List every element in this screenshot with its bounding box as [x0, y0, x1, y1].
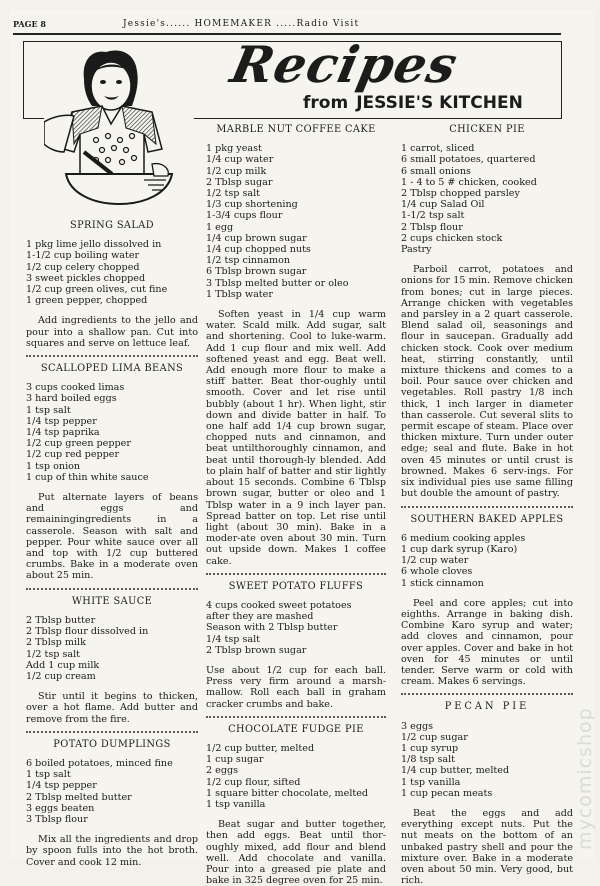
ingredient: 3 hard boiled eggs [26, 393, 117, 405]
ingredient: 3 eggs beaten [26, 802, 95, 814]
ingredient: Pastry [401, 244, 432, 256]
recipe-directions: Soften yeast in 1/4 cup warm water. Scald milk. Add sugar, salt and shortening. Cool to luke-warm. Add 1 cup flour and mix well. Add softened yeast and egg. Beat well. Add enough more flour to make a stiff batter. Beat thor-oughly until smooth. Cover and let rise until bubbly (about 1 hr). When light, stir down and divide batter in half. To one half add 1/4 cup brown sugar, chopped nuts and cinnamon, and beat untilthoroughly cinnamon, and beat until thorough-ly blended. Add to plain half of batter and stir lightly about 15 seconds. Combine 6 Tblsp brown sugar, butter or oleo and 1 Tblsp water in a 9 inch layer pan. Spread batter on top. Let rise until light (about 30 min). Bake in a moder-ate oven about 30 min. Turn out upside down. Makes 1 coffee cake. [206, 309, 386, 567]
ingredient: 2 Tblsp flour dissolved in [26, 626, 149, 638]
ingredient: 3 eggs [401, 720, 434, 732]
ingredient: 1 cup dark syrup (Karo) [401, 543, 518, 555]
ingredient-list [26, 758, 198, 825]
ingredient: 2 Tblsp melted butter [26, 791, 132, 803]
watermark-text: mycomicshop [574, 707, 596, 850]
recipe-title: CHICKEN PIE [449, 124, 525, 135]
ingredient: after they are mashed [206, 611, 314, 623]
recipe-column-right [401, 124, 573, 886]
ingredient: 1/4 cup brown sugar [206, 232, 307, 244]
ingredient: 1 cup sugar [206, 754, 264, 766]
ingredient: 1/2 tsp salt [206, 188, 261, 200]
ingredient-list [206, 600, 386, 656]
ingredient: 1-1/2 cup boiling water [26, 250, 140, 262]
recipe-title: CHOCOLATE FUDGE PIE [228, 723, 364, 735]
recipe-title: MARBLE NUT COFFEE CAKE [216, 124, 376, 135]
ingredient: 3 sweet pickles chopped [26, 272, 146, 284]
ingredient: 1/4 cup water [206, 154, 274, 166]
page-number: PAGE 8 [13, 19, 46, 29]
ingredient: 3 Tblsp melted butter or oleo [206, 277, 349, 289]
ingredient-list [206, 743, 386, 810]
ingredient: 6 Tblsp brown sugar [206, 266, 307, 278]
woman-mixing-bowl-illustration [44, 44, 194, 207]
ingredient-list [26, 615, 198, 682]
ingredient: 6 small onions [401, 165, 471, 177]
ingredient: 2 Tblsp chopped parsley [401, 188, 520, 200]
ingredient: 1/2 tsp cinnamon [206, 255, 291, 267]
ingredient: 1/2 tsp salt [26, 648, 81, 660]
ingredient-list [26, 382, 198, 483]
ingredient-list [401, 143, 573, 255]
ingredient: 1/2 cup butter, melted [206, 742, 315, 754]
ingredient: 1/4 tsp paprika [26, 427, 100, 439]
recipe-directions: Add ingredients to the jello and pour into a shallow pan. Cut into squares and serve on lettuce leaf. [26, 315, 198, 349]
ingredient: 2 Tblsp milk [26, 637, 86, 649]
ingredient: 1/2 cup flour, sifted [206, 776, 301, 788]
ingredient: 2 Tblsp flour [401, 221, 463, 233]
recipe-directions: Beat sugar and butter together, then add eggs. Beat until thor-oughly mixed, add flour and blend well. Add chocolate and vanilla. Pour into a greased pie plate and bake in 325 degree oven for 25 min. [206, 819, 386, 886]
ingredient: 1 stick cinnamon [401, 577, 484, 589]
recipe-title: POTATO DUMPLINGS [53, 738, 171, 750]
ingredient: 1/4 tsp pepper [26, 415, 97, 427]
ingredient: 1/4 tsp pepper [26, 780, 97, 792]
ingredient: 1/2 cup sugar [401, 731, 468, 743]
ingredient: 1/2 cup cream [26, 670, 96, 682]
recipe-title: PECAN PIE [444, 701, 530, 713]
ingredient: 2 eggs [206, 765, 239, 777]
ingredient: 1 Tblsp water [206, 288, 273, 300]
ingredient: 2 Tblsp butter [26, 614, 96, 626]
ingredient: 1/4 cup Salad Oil [401, 199, 485, 211]
ingredient: 1 carrot, sliced [401, 143, 475, 155]
ingredient: 3 cups cooked limas [26, 382, 125, 394]
dotted-divider [401, 506, 573, 508]
ingredient-list [26, 239, 198, 306]
recipe-title: WHITE SAUCE [71, 595, 153, 607]
from-word: from [303, 93, 349, 113]
recipe-title: SWEET POTATO FLUFFS [228, 580, 364, 592]
ingredient: 1 tsp vanilla [206, 798, 266, 810]
running-title: Jessie's...... HOMEMAKER .....Radio Visit [123, 19, 360, 29]
ingredient: 1-1/2 tsp salt [401, 210, 465, 222]
recipe-directions: Beat the eggs and add everything except nuts. Put the nut meats on the bottom of an unbaked pastry shell and pour the mixture over. Bake in a moderate oven about 50 min. Very good, but rich. [401, 807, 573, 886]
ingredient: 1 pkg lime jello dissolved in [26, 239, 162, 251]
ingredient: 4 cups cooked sweet potatoes [206, 599, 352, 611]
ingredient: 1 egg [206, 221, 234, 233]
ingredient: 2 cups chicken stock [401, 232, 503, 244]
ingredient: 1/4 tsp salt [206, 633, 261, 645]
recipe-spring-salad [26, 220, 198, 868]
dotted-divider [26, 731, 198, 733]
ingredient-list [206, 143, 386, 300]
ingredient: 1 tsp salt [26, 769, 71, 781]
recipe-title: SPRING SALAD [69, 220, 155, 231]
ingredient: 1-3/4 cups flour [206, 210, 283, 222]
ingredient-list [401, 533, 573, 589]
ingredient: 6 small potatoes, quartered [401, 154, 536, 166]
ingredient: 1/2 cup green olives, cut fine [26, 284, 168, 296]
ingredient: 1/2 cup green pepper [26, 438, 131, 450]
kitchen-name: JESSIE'S KITCHEN [356, 93, 523, 113]
recipe-directions: Parboil carrot, potatoes and onions for 15 min. Remove chicken from bones; cut in large pieces. Arrange chicken with vegetables and parsley in a 2 quart casserole. Blend salad oil, seasonings and flour in saucepan. Gradually add chicken stock. Cook over medium heat, stirring constantly, until mixture thickens and comes to a boil. Pour sauce over chicken and vegetables. Roll pastry 1/8 inch thick, 1 inch larger in diameter than casserole. Cut several slits to permit escape of steam. Place over thicken mixture. Turn under outer edge; seal and flute. Bake in hot oven 45 minutes or until crust is browned. Makes 6 serv-ings. For six individual pies use same filling but double the amount of pastry. [401, 264, 573, 500]
ingredient: 1 pkg yeast [206, 143, 262, 155]
ingredient: 1/2 cup water [401, 555, 469, 567]
ingredient: 1/4 cup chopped nuts [206, 244, 311, 256]
dotted-divider [206, 573, 386, 575]
recipe-directions: Peel and core apples; cut into eighths. Arrange in baking dish. Combine Karo syrup and water; add cloves and cinnamon, pour over apples. Cover and bake in hot oven for 45 minutes or until tender. Serve warm or cold with cream. Makes 6 servings. [401, 597, 573, 688]
ingredient: 3 Tblsp flour [26, 813, 88, 825]
recipe-title: SCALLOPED LIMA BEANS [40, 363, 184, 375]
recipe-directions: Put alternate layers of beans and eggs and remainingingredients in a casserole. Season with salt and pepper. Pour white sauce over all and top with 1/2 cup buttered crumbs. Bake in a moderate oven about 25 min. [26, 492, 198, 582]
ingredient: 1/8 tsp salt [401, 754, 456, 766]
ingredient: 2 Tblsp sugar [206, 176, 273, 188]
ingredient: Add 1 cup milk [26, 659, 100, 671]
ingredient: 1/2 cup red pepper [26, 449, 120, 461]
recipe-directions: Mix all the ingredients and drop by spoon fulls into the hot broth. Cover and cook 12 min. [26, 834, 198, 868]
dotted-divider [26, 355, 198, 357]
ingredient: 1 tsp salt [26, 404, 71, 416]
dotted-divider [26, 588, 198, 590]
ingredient: 1/2 cup milk [206, 165, 267, 177]
recipe-directions: Use about 1/2 cup for each ball. Press very firm around a marsh-mallow. Roll each ball in graham cracker crumbs and bake. [206, 664, 386, 710]
ingredient: 1/2 cup celery chopped [26, 261, 140, 273]
ingredient: 6 boiled potatoes, minced fine [26, 757, 173, 769]
recipe-directions: Stir until it begins to thicken, over a hot flame. Add butter and remove from the fire. [26, 691, 198, 725]
ingredient-list [401, 721, 573, 799]
page-header-bar [13, 19, 561, 35]
recipe-column-middle [206, 124, 386, 886]
ingredient: 2 Tblsp brown sugar [206, 644, 307, 656]
ingredient: 1 tsp vanilla [401, 776, 461, 788]
ingredient: 1 - 4 to 5 # chicken, cooked [401, 176, 537, 188]
ingredient: 1/4 cup butter, melted [401, 765, 510, 777]
ingredient: 1 square bitter chocolate, melted [206, 787, 369, 799]
watermark [574, 640, 596, 860]
ingredient: 1 tsp onion [26, 460, 81, 472]
dotted-divider [401, 693, 573, 695]
ingredient: 1 cup syrup [401, 742, 459, 754]
recipe-title: SOUTHERN BAKED APPLES [410, 513, 564, 525]
recipes-script-logo: Recipes [225, 35, 464, 94]
ingredient: 1/3 cup shortening [206, 199, 298, 211]
ingredient: 1 green pepper, chopped [26, 295, 148, 307]
dotted-divider [206, 716, 386, 718]
ingredient: Season with 2 Tblsp butter [206, 622, 338, 634]
ingredient: 1 cup of thin white sauce [26, 471, 149, 483]
from-jessies-kitchen [303, 93, 523, 113]
ingredient: 6 whole cloves [401, 566, 473, 578]
ingredient: 1 cup pecan meats [401, 787, 493, 799]
ingredient: 6 medium cooking apples [401, 532, 526, 544]
